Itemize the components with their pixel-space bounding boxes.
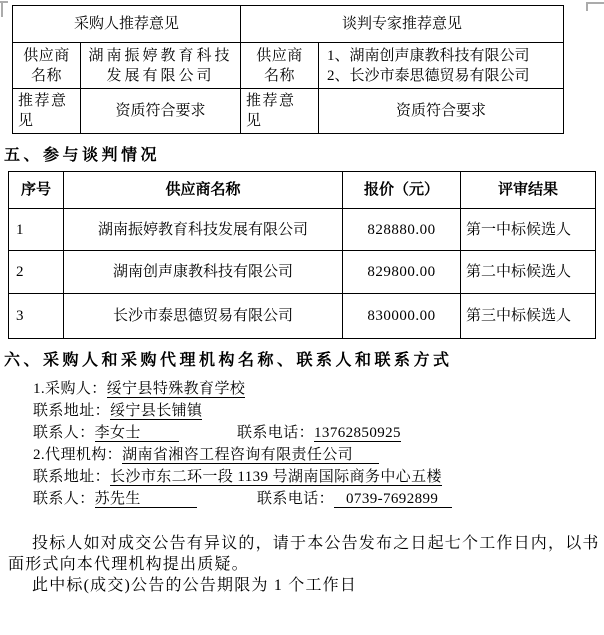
purchaser-address-label: 联系地址： (33, 403, 111, 419)
table-row (9, 294, 596, 339)
agency-name-value: 湖南省湘咨工程咨询有限责任公司 (122, 447, 379, 464)
top-right-corner-artifact (586, 2, 588, 11)
purchaser-phone-value: 13762850925 (314, 425, 401, 441)
row-supplier: 湖南振婷教育科技发展有限公司 (64, 209, 343, 251)
purchaser-address-value: 绥宁县长铺镇 (110, 403, 203, 419)
purchaser-phone-label: 联系电话： (237, 425, 315, 441)
row-no: 1 (9, 209, 64, 251)
objection-notice-line1: 投标人如对成交公告有异议的，请于本公告发布之日起七个工作日内，以书 (32, 535, 600, 552)
supplier-name-label: 供应商 名称 (241, 43, 319, 89)
purchaser-recommendation-header: 采购人推荐意见 (13, 6, 241, 43)
purchaser-person-line (33, 422, 452, 444)
agency-name-label: 2.代理机构： (33, 447, 123, 463)
expert-supplier-list: 1、湖南创声康教科技有限公司 2、长沙市泰思德贸易有限公司 (319, 43, 564, 89)
row-no: 2 (9, 251, 64, 294)
expert-opinion-value: 资质符合要求 (319, 89, 564, 134)
purchaser-opinion-value: 资质符合要求 (81, 89, 241, 134)
row-price: 828880.00 (343, 209, 461, 251)
agency-address-label: 联系地址： (33, 469, 111, 485)
table-row (9, 209, 596, 251)
column-header-price: 报价（元） (343, 172, 461, 209)
agency-name-line (33, 444, 452, 466)
column-header-result: 评审结果 (461, 172, 596, 209)
purchaser-supplier-name: 湖南振婷教育科技 发展有限公司 (81, 43, 241, 89)
recommendation-table (12, 5, 564, 134)
column-header-no: 序号 (9, 172, 64, 209)
table-row (9, 251, 596, 294)
row-price: 830000.00 (343, 294, 461, 339)
agency-address-value: 长沙市东二环一段 1139 号湖南国际商务中心五楼 (110, 469, 442, 485)
negotiation-section-title: 五、参与谈判情况 (4, 147, 161, 164)
contact-section-title: 六、采购人和采购代理机构名称、联系人和联系方式 (4, 352, 453, 369)
agency-phone-value: 0739-7692899 (334, 491, 452, 508)
purchaser-person-value: 李女士 (95, 425, 179, 442)
top-right-corner-artifact (586, 2, 604, 4)
row-price: 829800.00 (343, 251, 461, 294)
recommend-opinion-label: 推荐意 见 (241, 89, 319, 134)
agency-phone-label: 联系电话： (257, 491, 335, 507)
supplier-name-label: 供应商 名称 (13, 43, 81, 89)
row-supplier: 长沙市泰思德贸易有限公司 (64, 294, 343, 339)
expert-recommendation-header: 谈判专家推荐意见 (241, 6, 564, 43)
purchaser-address-line (33, 400, 452, 422)
negotiation-table (8, 171, 596, 339)
agency-person-line (33, 488, 452, 510)
agency-address-line (33, 466, 452, 488)
row-result: 第三中标候选人 (461, 294, 596, 339)
row-result: 第二中标候选人 (461, 251, 596, 294)
purchaser-name-line (33, 378, 452, 400)
purchaser-person-label: 联系人： (33, 425, 95, 441)
footer-notes (8, 533, 602, 596)
agency-person-label: 联系人： (33, 491, 95, 507)
top-left-corner-artifact (1, 1, 3, 17)
announcement-period-line: 此中标(成交)公告的公告期限为 1 个工作日 (32, 577, 358, 594)
agency-person-value: 苏先生 (95, 491, 197, 508)
column-header-supplier: 供应商名称 (64, 172, 343, 209)
row-result: 第一中标候选人 (461, 209, 596, 251)
purchaser-name-label: 1.采购人： (33, 381, 107, 397)
row-no: 3 (9, 294, 64, 339)
contact-info-block (33, 378, 452, 510)
recommend-opinion-label: 推荐意 见 (13, 89, 81, 134)
purchaser-name-value: 绥宁县特殊教育学校 (106, 381, 246, 397)
row-supplier: 湖南创声康教科技有限公司 (64, 251, 343, 294)
objection-notice-line2: 面形式向本代理机构提出质疑。 (8, 556, 249, 573)
